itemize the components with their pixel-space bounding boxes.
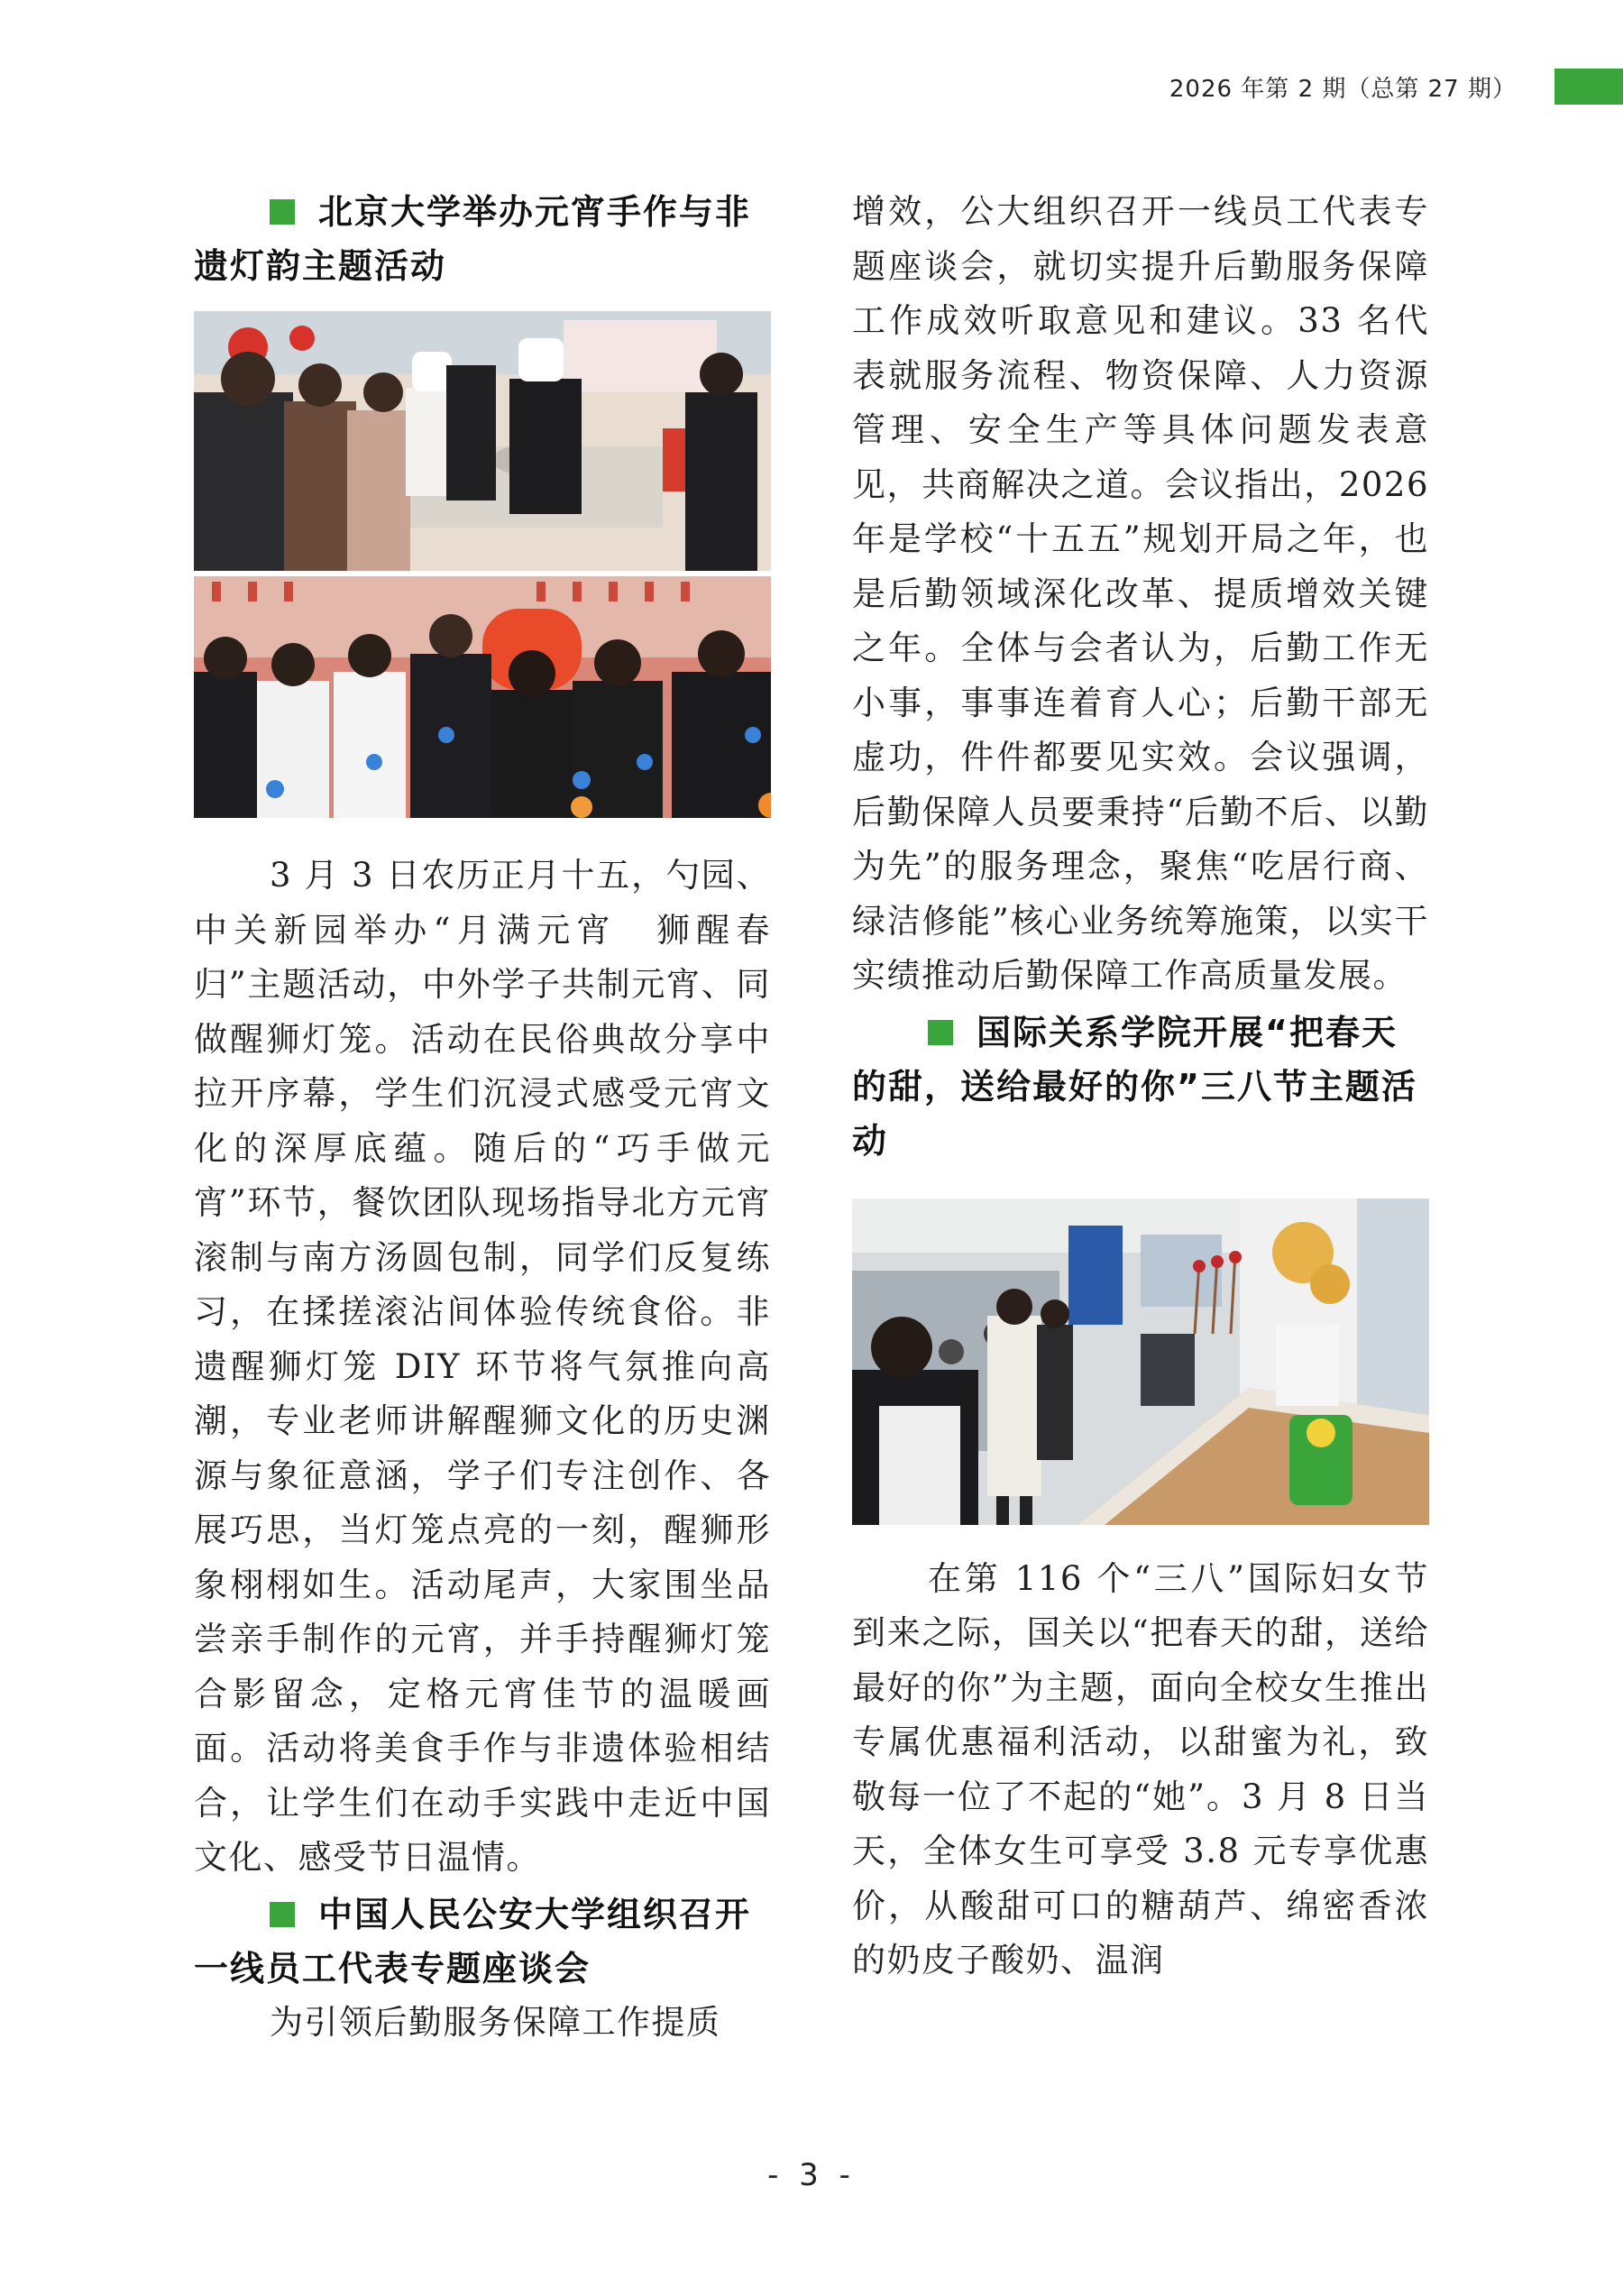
green-square-icon — [270, 199, 295, 225]
article-3-title: 国际关系学院开展“把春天的甜，送给最好的你”三八节主题活动 — [852, 1012, 1417, 1161]
students-making-yuanxiao-photo-icon — [194, 311, 771, 818]
green-square-icon — [928, 1020, 953, 1045]
canteen-dessert-counter-photo-icon — [852, 1199, 1429, 1525]
article-2-heading — [194, 1887, 771, 1996]
article-3-heading — [852, 1006, 1429, 1168]
header-accent-tab — [1554, 69, 1623, 105]
article-3-body: 在第 116 个“三八”国际妇女节到来之际，国关以“把春天的甜，送给最好的你”为主题，面向全校女生推出专属优惠福利活动，以甜蜜为礼，致敬每一位了不起的“她”。3 月 8 日当天，全体女生可享受 3.8 元专享优惠价，从酸甜可口的糖葫芦、绵密香浓的奶皮子酸奶、温润 — [852, 1558, 1429, 1979]
article-1-photo — [194, 311, 771, 818]
article-2-title: 中国人民公安大学组织召开一线员工代表专题座谈会 — [194, 1894, 752, 1988]
article-1-title: 北京大学举办元宵手作与非遗灯韵主题活动 — [194, 192, 752, 286]
article-3-photo — [852, 1199, 1429, 1525]
issue-label: 2026 年第 2 期（总第 27 期） — [1169, 76, 1517, 103]
left-column — [194, 185, 771, 2050]
article-2-body-continued: 增效，公大组织召开一线员工代表专题座谈会，就切实提升后勤服务保障工作成效听取意见和建议。33 名代表就服务流程、物资保障、人力资源管理、安全生产等具体问题发表意见，共商解决之道。会议指出，2026 年是学校“十五五”规划开局之年，也是后勤领域深化改革、提质增效关键之年。全体与会者认为，后勤工作无小事，事事连着育人心；后勤干部无虚功，件件都要见实效。会议强调，后勤保障人员要秉持“后勤不后、以勤为先”的服务理念，聚焦“吃居行商、绿洁修能”核心业务统筹施策，以实干实绩推动后勤保障工作高质量发展。 — [852, 192, 1429, 995]
page-number: - 3 - — [767, 2157, 856, 2193]
right-column — [852, 185, 1429, 1988]
green-square-icon — [270, 1902, 295, 1927]
article-2-body-start: 为引领后勤服务保障工作提质 — [270, 2002, 721, 2042]
article-1-heading — [194, 185, 771, 293]
article-1-body: 3 月 3 日农历正月十五，勺园、中关新园举办“月满元宵 狮醒春归”主题活动，中外学子共制元宵、同做醒狮灯笼。活动在民俗典故分享中拉开序幕，学生们沉浸式感受元宵文化的深厚底蕴。随后的“巧手做元宵”环节，餐饮团队现场指导北方元宵滚制与南方汤圆包制，同学们反复练习，在揉搓滚沾间体验传统食俗。非遗醒狮灯笼 DIY 环节将气氛推向高潮，专业老师讲解醒狮文化的历史渊源与象征意涵，学子们专注创作、各展巧思，当灯笼点亮的一刻，醒狮形象栩栩如生。活动尾声，大家围坐品尝亲手制作的元宵，并手持醒狮灯笼合影留念，定格元宵佳节的温暖画面。活动将美食手作与非遗体验相结合，让学生们在动手实践中走近中国文化、感受节日温情。 — [194, 856, 771, 1877]
